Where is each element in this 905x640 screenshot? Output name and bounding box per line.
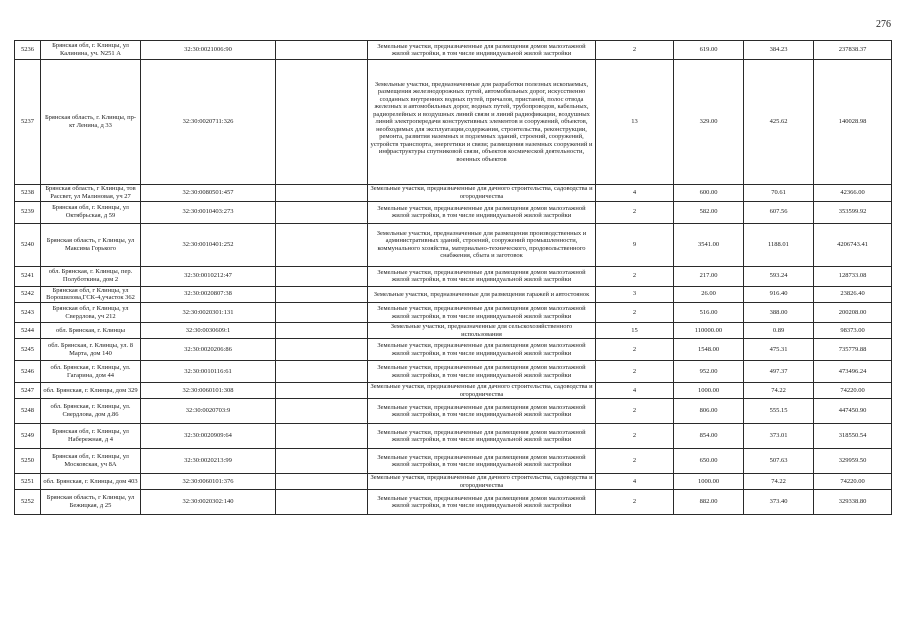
area-cell: 600.00 [674,185,744,202]
cadastral-value-cell: 200208.00 [814,303,892,323]
cadastral-value-cell: 318550.54 [814,424,892,449]
page-number: 276 [876,19,891,30]
area-cell: 582.00 [674,201,744,223]
rate-cell: 497.37 [744,361,814,383]
blank-cell [276,286,368,303]
blank-cell [276,41,368,60]
address-cell: Брянская обл, г. Клинцы, ул Калинина, уч. N251 А [41,41,141,60]
cadastral-value-cell: 735779.88 [814,339,892,361]
group-cell: 2 [596,201,674,223]
row-number-cell: 5245 [15,339,41,361]
cadastral-number-cell: 32:30:0010401:252 [141,223,276,266]
land-use-cell: Земельные участки, предназначенные для дачного строительства, садоводства и огородничества [368,185,596,202]
rate-cell: 70.61 [744,185,814,202]
row-number-cell: 5240 [15,223,41,266]
cadastral-value-cell: 473496.24 [814,361,892,383]
group-cell: 2 [596,339,674,361]
address-cell: Брянская область, г Клинцы, тов Рассвет, ул Малиновая, уч 27 [41,185,141,202]
registry-body [15,41,892,515]
address-cell: Брянская обл, г Клинцы, ул Свердлова, уч 212 [41,303,141,323]
cadastral-number-cell: 32:30:0020213:99 [141,449,276,474]
rate-cell: 388.00 [744,303,814,323]
cadastral-value-cell: 42366.00 [814,185,892,202]
rate-cell: 1188.01 [744,223,814,266]
area-cell: 1000.00 [674,474,744,490]
area-cell: 110000.00 [674,323,744,339]
table-row [15,361,892,383]
table-row [15,383,892,399]
cadastral-number-cell: 32:30:0080501:457 [141,185,276,202]
group-cell: 4 [596,185,674,202]
land-use-cell: Земельные участки, предназначенные для размещения домов малоэтажной жилой застройки, в том числе индивидуальной жилой застройки [368,490,596,515]
blank-cell [276,339,368,361]
area-cell: 854.00 [674,424,744,449]
land-use-cell: Земельные участки, предназначенные для размещения домов малоэтажной жилой застройки, в том числе индивидуальной жилой застройки [368,266,596,286]
cadastral-value-cell: 329338.80 [814,490,892,515]
cadastral-value-cell: 4206743.41 [814,223,892,266]
blank-cell [276,383,368,399]
area-cell: 3541.00 [674,223,744,266]
cadastral-value-cell: 74220.00 [814,474,892,490]
area-cell: 650.00 [674,449,744,474]
land-use-cell: Земельные участки, предназначенные для размещения домов малоэтажной жилой застройки, в том числе индивидуальной жилой застройки [368,361,596,383]
blank-cell [276,201,368,223]
area-cell: 1548.00 [674,339,744,361]
row-number-cell: 5247 [15,383,41,399]
group-cell: 2 [596,266,674,286]
table-row [15,339,892,361]
table-row [15,449,892,474]
blank-cell [276,223,368,266]
row-number-cell: 5250 [15,449,41,474]
cadastral-value-cell: 74220.00 [814,383,892,399]
row-number-cell: 5251 [15,474,41,490]
table-row [15,60,892,185]
rate-cell: 373.01 [744,424,814,449]
cadastral-number-cell: 32:30:0010403:273 [141,201,276,223]
row-number-cell: 5248 [15,399,41,424]
blank-cell [276,266,368,286]
address-cell: Брянская область, г Клинцы, ул Бежицкая, д 25 [41,490,141,515]
land-use-cell: Земельные участки, предназначенные для размещения гаражей и автостоянок [368,286,596,303]
rate-cell: 916.40 [744,286,814,303]
rate-cell: 607.56 [744,201,814,223]
area-cell: 952.00 [674,361,744,383]
area-cell: 1000.00 [674,383,744,399]
blank-cell [276,185,368,202]
address-cell: обл. Брянская, г. Клинцы, дом 329 [41,383,141,399]
area-cell: 516.00 [674,303,744,323]
address-cell: Брянская обл, г. Клинцы, ул Октябрьская, д 59 [41,201,141,223]
table-row [15,474,892,490]
rate-cell: 74.22 [744,474,814,490]
area-cell: 806.00 [674,399,744,424]
group-cell: 15 [596,323,674,339]
land-use-cell: Земельные участки, предназначенные для размещения домов малоэтажной жилой застройки, в том числе индивидуальной жилой застройки [368,201,596,223]
blank-cell [276,399,368,424]
table-row [15,223,892,266]
cadastral-number-cell: 32:30:0010212:47 [141,266,276,286]
blank-cell [276,490,368,515]
address-cell: Брянская обл, г. Клинцы, ул Московская, уч 8А [41,449,141,474]
row-number-cell: 5244 [15,323,41,339]
land-use-cell: Земельные участки, предназначенные для дачного строительства, садоводства и огородничества [368,474,596,490]
land-use-cell: Земельные участки, предназначенные для дачного строительства, садоводства и огородничества [368,383,596,399]
address-cell: обл. Брянская, г. Клинцы, ул. Гагарина, дом 44 [41,361,141,383]
rate-cell: 507.63 [744,449,814,474]
group-cell: 2 [596,361,674,383]
group-cell: 2 [596,399,674,424]
cadastral-number-cell: 32:30:0060101:308 [141,383,276,399]
cadastral-number-cell: 32:30:0020807:38 [141,286,276,303]
rate-cell: 555.15 [744,399,814,424]
rate-cell: 475.31 [744,339,814,361]
cadastral-value-cell: 128733.08 [814,266,892,286]
group-cell: 2 [596,424,674,449]
row-number-cell: 5242 [15,286,41,303]
cadastral-value-cell: 353599.92 [814,201,892,223]
row-number-cell: 5246 [15,361,41,383]
group-cell: 3 [596,286,674,303]
land-use-cell: Земельные участки, предназначенные для размещения домов малоэтажной жилой застройки, в том числе индивидуальной жилой застройки [368,41,596,60]
address-cell: обл. Брянская, г. Клинцы, ул. 8 Марта, дом 140 [41,339,141,361]
blank-cell [276,303,368,323]
table-row [15,286,892,303]
row-number-cell: 5238 [15,185,41,202]
land-use-cell: Земельные участки, предназначенные для размещения домов малоэтажной жилой застройки, в том числе индивидуальной жилой застройки [368,424,596,449]
cadastral-number-cell: 32:30:0060101:376 [141,474,276,490]
group-cell: 4 [596,383,674,399]
address-cell: Брянская обл, г Клинцы, ул Ворошилова,ГСК-4,участок 362 [41,286,141,303]
cadastral-number-cell: 32:30:0020703:9 [141,399,276,424]
group-cell: 13 [596,60,674,185]
cadastral-value-cell: 23826.40 [814,286,892,303]
blank-cell [276,60,368,185]
land-use-cell: Земельные участки, предназначенные для размещения домов малоэтажной жилой застройки, в том числе индивидуальной жилой застройки [368,399,596,424]
rate-cell: 425.62 [744,60,814,185]
table-row [15,399,892,424]
table-row [15,266,892,286]
area-cell: 329.00 [674,60,744,185]
address-cell: обл. Брянская, г. Клинцы, ул. Свердлова, дом д.86 [41,399,141,424]
land-use-cell: Земельные участки, предназначенные для сельскохозяйственного использования [368,323,596,339]
row-number-cell: 5241 [15,266,41,286]
cadastral-number-cell: 32:30:0020909:64 [141,424,276,449]
blank-cell [276,361,368,383]
row-number-cell: 5236 [15,41,41,60]
cadastral-number-cell: 32:30:0020206:86 [141,339,276,361]
land-registry-table [14,40,892,515]
cadastral-number-cell: 32:30:0030609:1 [141,323,276,339]
table-row [15,41,892,60]
table-row [15,185,892,202]
land-use-cell: Земельные участки, предназначенные для размещения производственных и административных зданий, строений, сооружений промышленности, коммунального хозяйства, материально-технического, продовольственного снабжения, сбыта и заготовок [368,223,596,266]
group-cell: 2 [596,449,674,474]
row-number-cell: 5239 [15,201,41,223]
group-cell: 2 [596,303,674,323]
land-use-cell: Земельные участки, предназначенные для размещения домов малоэтажной жилой застройки, в том числе индивидуальной жилой застройки [368,449,596,474]
cadastral-number-cell: 32:30:0020302:140 [141,490,276,515]
cadastral-value-cell: 237838.37 [814,41,892,60]
land-use-cell: Земельные участки, предназначенные для разработки полезных ископаемых, размещения железнодорожных путей, автомобильных дорог, искусственно созданных внутренних водных путей, причалов, пристаней, полос отвода железных и автомобильных дорог, водных путей, трубопроводов, кабельных, радиорелейных и воздушных линий связи и линий радиофикации, воздушных линий электропередачи конструктивных элементов и сооружений, объектов, необходимых для эксплуатации,содержания, строительства, реконструкции, ремонта, развития наземных и подземных зданий, строений, сооружений, устройств транспорта, энергетики и связи; размещения наземных сооружений и инфраструктуры спутниковой связи, объектов космической деятельности, военных объектов [368,60,596,185]
rate-cell: 74.22 [744,383,814,399]
rate-cell: 0.89 [744,323,814,339]
group-cell: 2 [596,41,674,60]
address-cell: Брянская обл, г. Клинцы, ул Набережная, д 4 [41,424,141,449]
address-cell: Брянская область, г Клинцы, ул Максима Горького [41,223,141,266]
cadastral-number-cell: 32:30:0010116:61 [141,361,276,383]
address-cell: Брянская область, г. Клинцы, пр-кт Ленина, д 33 [41,60,141,185]
area-cell: 882.00 [674,490,744,515]
blank-cell [276,424,368,449]
group-cell: 4 [596,474,674,490]
address-cell: обл. Брянская, г. Клинцы, пер. Полуботкина, дом 2 [41,266,141,286]
blank-cell [276,323,368,339]
rate-cell: 373.40 [744,490,814,515]
row-number-cell: 5252 [15,490,41,515]
area-cell: 217.00 [674,266,744,286]
rate-cell: 593.24 [744,266,814,286]
group-cell: 2 [596,490,674,515]
blank-cell [276,449,368,474]
rate-cell: 384.23 [744,41,814,60]
address-cell: обл. Брянская, г. Клинцы, дом 403 [41,474,141,490]
row-number-cell: 5243 [15,303,41,323]
cadastral-value-cell: 140028.98 [814,60,892,185]
blank-cell [276,474,368,490]
row-number-cell: 5237 [15,60,41,185]
group-cell: 9 [596,223,674,266]
cadastral-number-cell: 32:30:0021006:90 [141,41,276,60]
address-cell: обл. Брянская, г. Клинцы [41,323,141,339]
cadastral-value-cell: 447450.90 [814,399,892,424]
table-row [15,424,892,449]
cadastral-value-cell: 329959.50 [814,449,892,474]
land-use-cell: Земельные участки, предназначенные для размещения домов малоэтажной жилой застройки, в том числе индивидуальной жилой застройки [368,339,596,361]
cadastral-number-cell: 32:30:0020301:131 [141,303,276,323]
cadastral-value-cell: 98373.00 [814,323,892,339]
land-use-cell: Земельные участки, предназначенные для размещения домов малоэтажной жилой застройки, в том числе индивидуальной жилой застройки [368,303,596,323]
table-row [15,201,892,223]
table-row [15,303,892,323]
area-cell: 26.00 [674,286,744,303]
area-cell: 619.00 [674,41,744,60]
table-row [15,490,892,515]
row-number-cell: 5249 [15,424,41,449]
table-row [15,323,892,339]
cadastral-number-cell: 32:30:0020711:326 [141,60,276,185]
